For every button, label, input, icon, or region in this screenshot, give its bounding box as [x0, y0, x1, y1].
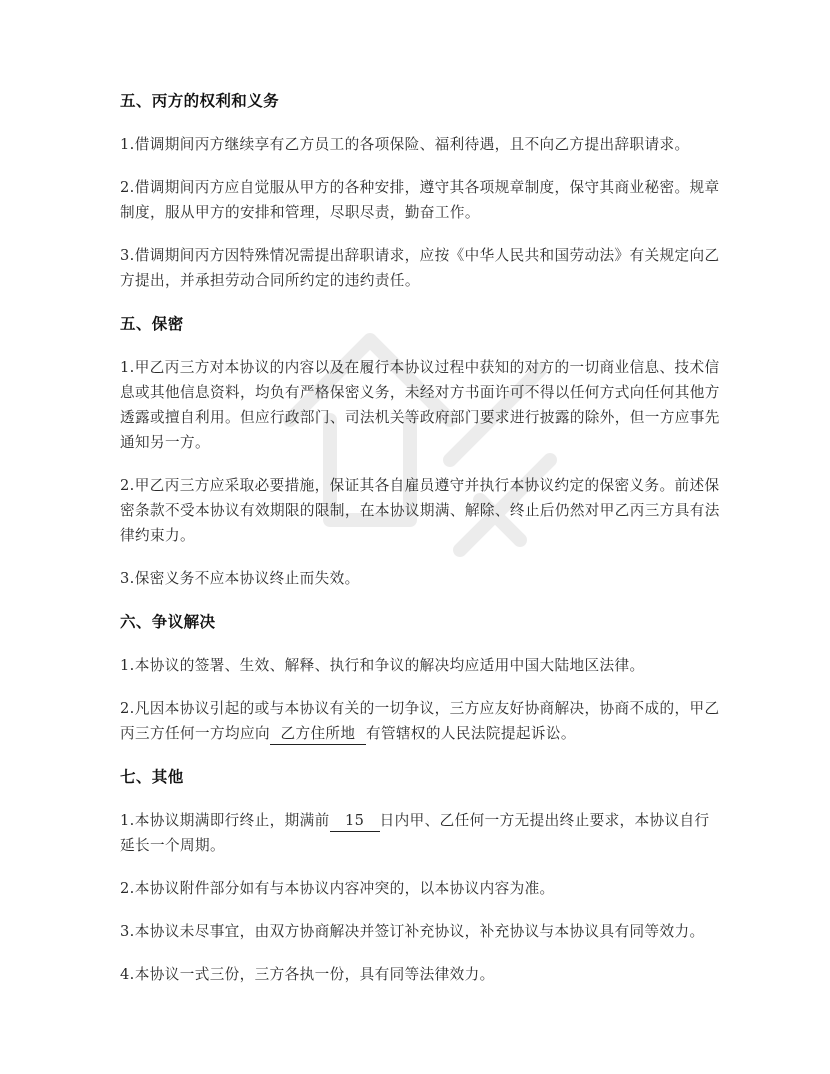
section-heading: 六、争议解决 [120, 613, 216, 631]
section-confidentiality [120, 311, 720, 591]
text-segment: 有管辖权的人民法院提起诉讼。 [365, 725, 576, 742]
paragraph: 3.借调期间丙方因特殊情况需提出辞职请求，应按《中华人民共和国劳动法》有关规定向乙方提出，并承担劳动合同所约定的违约责任。 [120, 247, 720, 289]
paragraph: 3.本协议未尽事宜，由双方协商解决并签订补充协议，补充协议与本协议具有同等效力。 [120, 923, 705, 940]
paragraph-with-blank [120, 808, 720, 858]
text-segment: 2.凡因本协议引起的或与本协议有关的一切争议，三方应友好协商解决，协商不成的，甲乙丙三方任何一方均应向 [120, 700, 720, 742]
text-segment: 1.本协议期满即行终止，期满前 [120, 812, 330, 829]
section-rights-obligations [120, 88, 720, 293]
section-other [120, 764, 720, 987]
fill-in-blank-court-location: 乙方住所地 [270, 724, 366, 745]
section-dispute-resolution [120, 609, 720, 746]
fill-in-blank-days: 15 [330, 811, 380, 832]
paragraph: 4.本协议一式三份，三方各执一份，具有同等法律效力。 [120, 966, 495, 983]
paragraph: 2.借调期间丙方应自觉服从甲方的各种安排，遵守其各项规章制度，保守其商业秘密。规章制度，服从甲方的安排和管理，尽职尽责，勤奋工作。 [120, 179, 720, 221]
paragraph: 2.本协议附件部分如有与本协议内容冲突的，以本协议内容为准。 [120, 880, 555, 897]
section-heading: 五、保密 [120, 315, 184, 333]
paragraph: 3.保密义务不应本协议终止而失效。 [120, 570, 360, 587]
paragraph-with-blank [120, 696, 720, 746]
paragraph: 1.本协议的签署、生效、解释、执行和争议的解决均应适用中国大陆地区法律。 [120, 657, 645, 674]
section-heading: 七、其他 [120, 768, 184, 786]
paragraph: 2.甲乙丙三方应采取必要措施，保证其各自雇员遵守并执行本协议约定的保密义务。前述保密条款不受本协议有效期限的限制，在本协议期满、解除、终止后仍然对甲乙丙三方具有法律约束力。 [120, 477, 720, 544]
paragraph: 1.甲乙丙三方对本协议的内容以及在履行本协议过程中获知的对方的一切商业信息、技术信息或其他信息资料，均负有严格保密义务，未经对方书面许可不得以任何方式向任何其他方透露或擅自利用。但应行政部门、司法机关等政府部门要求进行披露的除外，但一方应事先通知另一方。 [120, 359, 720, 451]
paragraph: 1.借调期间丙方继续享有乙方员工的各项保险、福利待遇，且不向乙方提出辞职请求。 [120, 136, 690, 153]
section-heading: 五、丙方的权利和义务 [120, 92, 280, 110]
document-page [120, 88, 720, 1005]
text-segment: 日内甲、乙任何一方无提出终止要求，本协议自行延长一个周期。 [120, 812, 710, 854]
